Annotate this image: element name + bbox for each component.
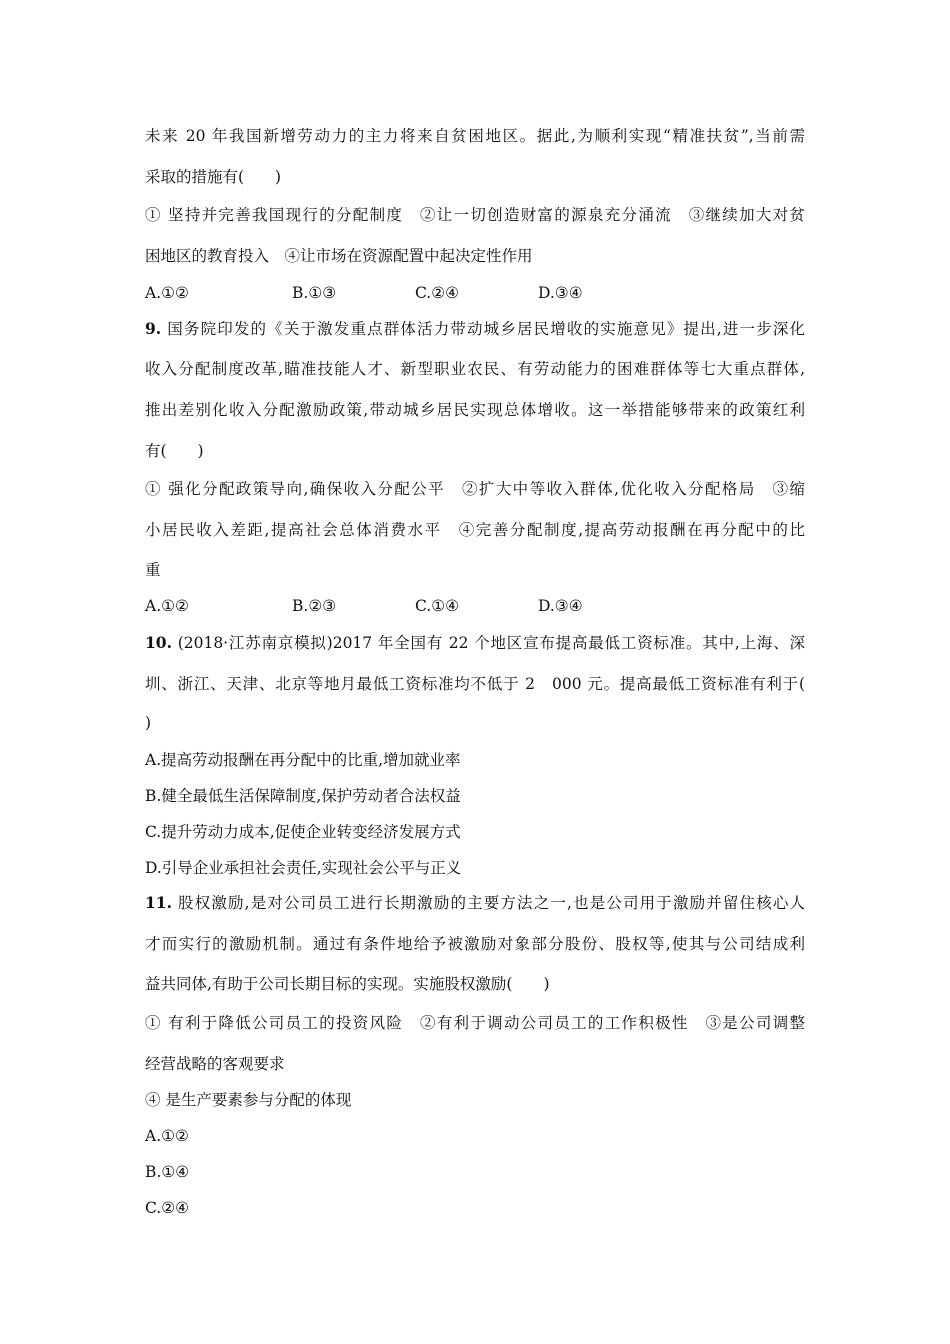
q11-option-b[interactable]: B.①④ bbox=[145, 1163, 190, 1181]
q9-stem-text-1: 国务院印发的《关于激发重点群体活力带动城乡居民增收的实施意见》提出,进一步深化 bbox=[161, 320, 805, 338]
q9-statements-line-1: ① 强化分配政策导向,确保收入分配公平 ②扩大中等收入群体,优化收入分配格局 ③缩 bbox=[145, 480, 805, 498]
q11-stem-line-2: 才而实行的激励机制。通过有条件地给予被激励对象部分股份、股权等,使其与公司结成利 bbox=[145, 935, 805, 953]
q11-statements-line-3: ④ 是生产要素参与分配的体现 bbox=[145, 1091, 352, 1109]
q11-number: 11. bbox=[145, 893, 172, 912]
q9-statements-line-2: 小居民收入差距,提高社会总体消费水平 ④完善分配制度,提高劳动报酬在再分配中的比 bbox=[145, 521, 805, 539]
q8-option-d[interactable]: D.③④ bbox=[538, 284, 583, 302]
q9-options bbox=[145, 595, 805, 617]
q9-stem-line-3: 推出差别化收入分配激励政策,带动城乡居民实现总体增收。这一举措能够带来的政策红利 bbox=[145, 401, 805, 419]
q11-stem-line-1 bbox=[145, 892, 805, 914]
q9-stem-line-4: 有( ) bbox=[145, 442, 204, 460]
q10-stem-line-3: ) bbox=[145, 714, 152, 732]
q9-option-d[interactable]: D.③④ bbox=[538, 597, 583, 615]
q9-option-a[interactable]: A.①② bbox=[145, 597, 189, 615]
q9-stem-line-2: 收入分配制度改革,瞄准技能人才、新型职业农民、有劳动能力的困难群体等七大重点群体, bbox=[145, 360, 805, 378]
q11-option-a[interactable]: A.①② bbox=[145, 1127, 189, 1145]
q10-stem-line-2: 圳、浙江、天津、北京等地月最低工资标准均不低于 2 000 元。提高最低工资标准有利于( bbox=[145, 675, 805, 693]
q8-stem-line-2: 采取的措施有( ) bbox=[145, 168, 282, 186]
q11-stem-text-1: 股权激励,是对公司员工进行长期激励的主要方法之一,也是公司用于激励并留住核心人 bbox=[171, 894, 805, 912]
q11-stem-line-3: 益共同体,有助于公司长期目标的实现。实施股权激励( ) bbox=[145, 975, 550, 993]
q10-number: 10. bbox=[145, 633, 172, 652]
q10-option-b[interactable]: B.健全最低生活保障制度,保护劳动者合法权益 bbox=[145, 787, 461, 805]
q9-option-b[interactable]: B.②③ bbox=[292, 597, 337, 615]
q9-option-c[interactable]: C.①④ bbox=[415, 597, 460, 615]
q8-stem-line-1: 未来 20 年我国新增劳动力的主力将来自贫困地区。据此,为顺利实现“精准扶贫”,当前需 bbox=[145, 127, 805, 145]
q11-statements-line-2: 经营战略的客观要求 bbox=[145, 1055, 285, 1073]
q8-options bbox=[145, 282, 805, 304]
q9-statements-line-3: 重 bbox=[145, 561, 161, 579]
q8-option-b[interactable]: B.①③ bbox=[292, 284, 337, 302]
q10-stem-text-1: (2018·江苏南京模拟)2017 年全国有 22 个地区宣布提高最低工资标准。其中,上海、深 bbox=[171, 634, 805, 652]
q8-statements-line-2: 困地区的教育投入 ④让市场在资源配置中起决定性作用 bbox=[145, 247, 533, 265]
q11-statements-line-1: ① 有利于降低公司员工的投资风险 ②有利于调动公司员工的工作积极性 ③是公司调整 bbox=[145, 1014, 805, 1032]
q9-stem-line-1 bbox=[145, 318, 805, 340]
q10-stem-line-1 bbox=[145, 632, 805, 654]
q10-option-c[interactable]: C.提升劳动力成本,促使企业转变经济发展方式 bbox=[145, 823, 461, 841]
q8-option-a[interactable]: A.①② bbox=[145, 284, 189, 302]
q10-option-d[interactable]: D.引导企业承担社会责任,实现社会公平与正义 bbox=[145, 859, 462, 877]
q8-option-c[interactable]: C.②④ bbox=[415, 284, 460, 302]
q9-number: 9. bbox=[145, 319, 162, 338]
q11-option-c[interactable]: C.②④ bbox=[145, 1199, 190, 1217]
q10-option-a[interactable]: A.提高劳动报酬在再分配中的比重,增加就业率 bbox=[145, 751, 461, 769]
q8-statements-line-1: ① 坚持并完善我国现行的分配制度 ②让一切创造财富的源泉充分涌流 ③继续加大对贫 bbox=[145, 206, 805, 224]
